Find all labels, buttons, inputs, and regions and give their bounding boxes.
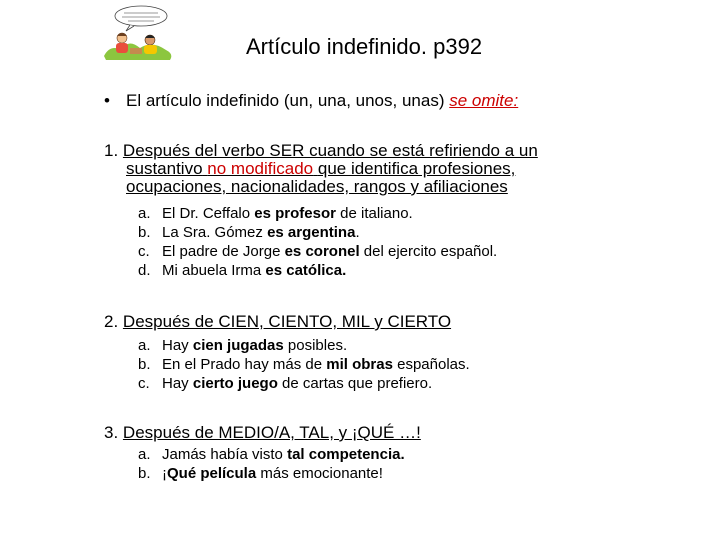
section2-examples: [138, 336, 470, 393]
item-letter: b.: [138, 356, 151, 373]
item-bold: cierto juego: [192, 375, 278, 392]
item-bold: mil obras: [326, 356, 393, 373]
intro-close: ): [438, 91, 445, 110]
list-item: [138, 355, 470, 374]
page-title: Artículo indefinido. p392: [246, 34, 483, 59]
item-letter: b.: [138, 224, 151, 241]
section2-heading: [104, 313, 451, 331]
item-pre: Hay: [162, 337, 189, 354]
item-post: más emocionante!: [260, 465, 383, 482]
section2-number: 2.: [104, 312, 119, 331]
item-pre: ¡: [162, 465, 167, 482]
list-item: [138, 242, 497, 261]
list-item: [138, 374, 470, 393]
item-post: del ejercito español.: [363, 243, 498, 260]
bullet-dot: •: [104, 91, 110, 110]
list-item: [138, 223, 497, 242]
item-post: posibles.: [287, 337, 348, 354]
intro-articles: un, una, unos, unas: [289, 91, 439, 110]
item-pre: Hay: [162, 375, 189, 392]
item-letter: a.: [138, 446, 151, 463]
section3-heading-text: Después de MEDIO/A, TAL, y ¡QUÉ …!: [122, 423, 421, 442]
item-post: españolas.: [397, 356, 470, 373]
section1-line3: ocupaciones, nacionalidades, rangos y afiliaciones: [126, 177, 508, 196]
item-post: .: [355, 224, 360, 241]
item-letter: a.: [138, 205, 151, 222]
item-pre: La Sra. Gómez: [162, 224, 263, 241]
list-item: [138, 464, 405, 483]
item-bold: es católica.: [265, 262, 347, 279]
item-letter: c.: [138, 375, 150, 392]
item-bold: cien jugadas: [192, 337, 284, 354]
section1-line2: [104, 160, 538, 178]
section1-number: 1.: [104, 141, 119, 160]
item-letter: a.: [138, 337, 151, 354]
item-pre: Jamás había visto: [162, 446, 283, 463]
item-post: de cartas que prefiero.: [282, 375, 433, 392]
intro-bullet: [104, 91, 518, 111]
list-item: [138, 336, 470, 355]
section3-number: 3.: [104, 423, 119, 442]
section1-line2-post: que identifica profesiones,: [317, 159, 516, 178]
section3-heading: [104, 424, 421, 442]
item-pre: El Dr. Ceffalo: [162, 205, 251, 222]
two-people-talking-clipart: [100, 4, 175, 66]
item-letter: c.: [138, 243, 150, 260]
item-bold: es coronel: [284, 243, 360, 260]
item-pre: El padre de Jorge: [162, 243, 281, 260]
intro-lead: El artículo indefinido (: [126, 91, 290, 110]
list-item: [138, 445, 405, 464]
section1-heading: [104, 142, 538, 196]
item-bold: es argentina: [267, 224, 356, 241]
item-post: de italiano.: [340, 205, 413, 222]
section3-examples: [138, 445, 405, 483]
item-bold: tal competencia.: [287, 446, 405, 463]
item-pre: Mi abuela Irma: [162, 262, 262, 279]
section1-line2-red: no modificado: [207, 159, 314, 178]
section1-line2-pre: sustantivo: [126, 159, 203, 178]
item-letter: b.: [138, 465, 151, 482]
list-item: [138, 204, 497, 223]
item-bold: Qué película: [167, 465, 257, 482]
item-bold: es profesor: [254, 205, 336, 222]
list-item: [138, 261, 497, 280]
intro-rule: se omite:: [449, 91, 519, 110]
item-pre: En el Prado hay más de: [162, 356, 323, 373]
section2-heading-text: Después de CIEN, CIENTO, MIL y CIERTO: [122, 312, 452, 331]
section1-examples: [138, 204, 497, 280]
item-letter: d.: [138, 262, 151, 279]
section1-line1: Después del verbo SER cuando se está refiriendo a un: [122, 141, 538, 160]
